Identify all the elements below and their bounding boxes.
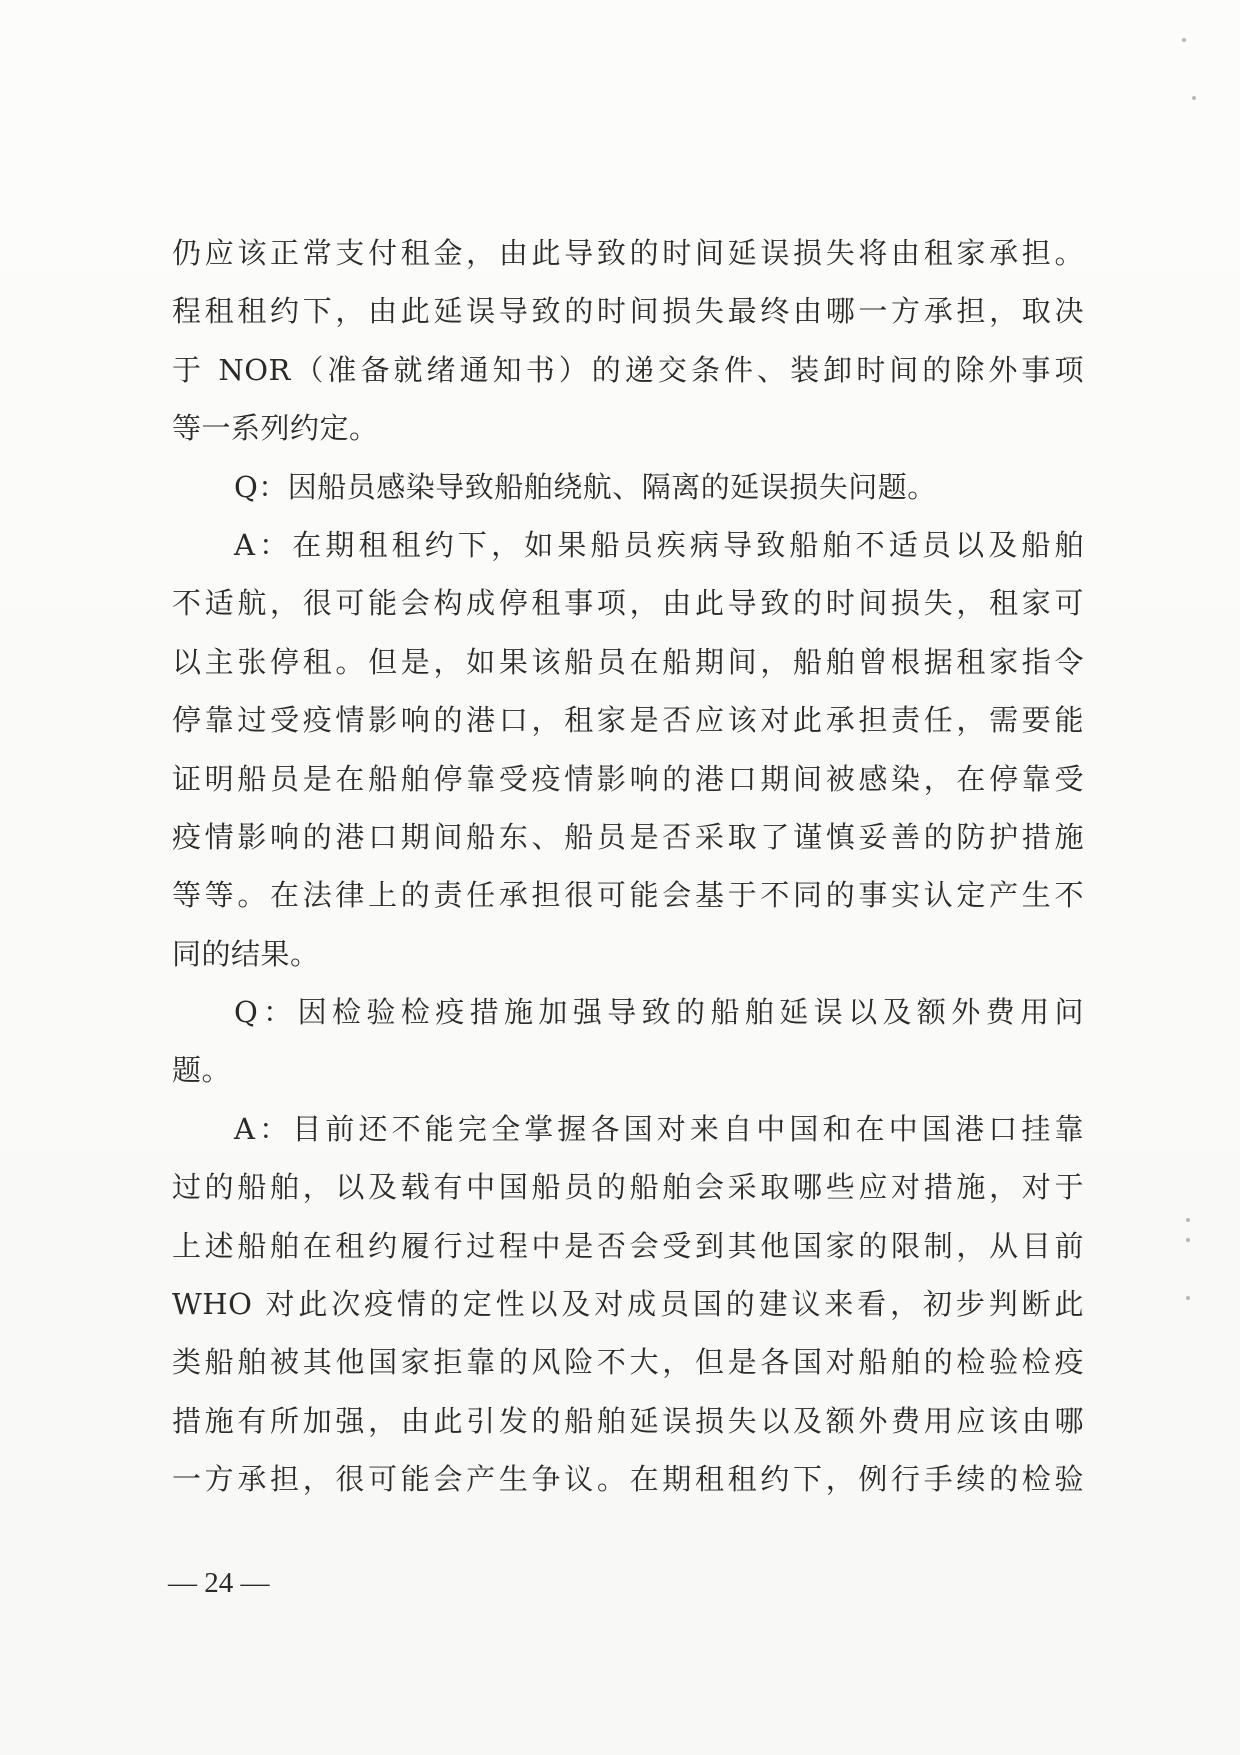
scan-speck xyxy=(1186,1238,1190,1242)
text-line: 一方承担，很可能会产生争议。在期租租约下，例行手续的检验 xyxy=(172,1462,1084,1497)
text-line: 以主张停租。但是，如果该船员在船期间，船舶曾根据租家指令 xyxy=(172,644,1084,679)
text-line: Q：因船员感染导致船舶绕航、隔离的延误损失问题。 xyxy=(234,469,937,504)
text-line: 措施有所加强，由此引发的船舶延误损失以及额外费用应该由哪 xyxy=(172,1403,1084,1438)
text-line: 程租租约下，由此延误导致的时间损失最终由哪一方承担，取决 xyxy=(172,294,1084,329)
text-line: 题。 xyxy=(172,1053,232,1088)
scan-speck xyxy=(1182,38,1186,42)
text-line: A：目前还不能完全掌握各国对来自中国和在中国港口挂靠 xyxy=(234,1111,1084,1146)
text-line: 过的船舶，以及载有中国船员的船舶会采取哪些应对措施，对于 xyxy=(172,1170,1084,1205)
text-line: 疫情影响的港口期间船东、船员是否采取了谨慎妥善的防护措施 xyxy=(172,819,1084,854)
text-line: 等一系列约定。 xyxy=(172,411,379,446)
scan-speck xyxy=(1192,96,1196,100)
text-line: Q：因检验检疫措施加强导致的船舶延误以及额外费用问 xyxy=(234,995,1084,1030)
text-line: 等等。在法律上的责任承担很可能会基于不同的事实认定产生不 xyxy=(172,878,1084,913)
text-line: 不适航，很可能会构成停租事项，由此导致的时间损失，租家可 xyxy=(172,586,1084,621)
scan-speck xyxy=(1186,1296,1190,1300)
text-line: A：在期租租约下，如果船员疾病导致船舶不适员以及船舶 xyxy=(234,527,1084,562)
text-line: 仍应该正常支付租金，由此导致的时间延误损失将由租家承担。 xyxy=(172,236,1084,270)
body-text xyxy=(172,224,1084,1509)
text-line: 上述船舶在租约履行过程中是否会受到其他国家的限制，从目前 xyxy=(172,1228,1084,1263)
text-line: 证明船员是在船舶停靠受疫情影响的港口期间被感染，在停靠受 xyxy=(172,761,1084,796)
text-line: 类船舶被其他国家拒靠的风险不大，但是各国对船舶的检验检疫 xyxy=(172,1345,1084,1380)
text-line: 同的结果。 xyxy=(172,936,320,971)
text-line: WHO 对此次疫情的定性以及对成员国的建议来看，初步判断此 xyxy=(172,1287,1084,1322)
page-number: — 24 — xyxy=(168,1567,270,1599)
scan-speck xyxy=(1186,1218,1190,1222)
text-line: 停靠过受疫情影响的港口，租家是否应该对此承担责任，需要能 xyxy=(172,703,1084,738)
text-line: 于 NOR（准备就绪通知书）的递交条件、装卸时间的除外事项 xyxy=(172,352,1084,387)
